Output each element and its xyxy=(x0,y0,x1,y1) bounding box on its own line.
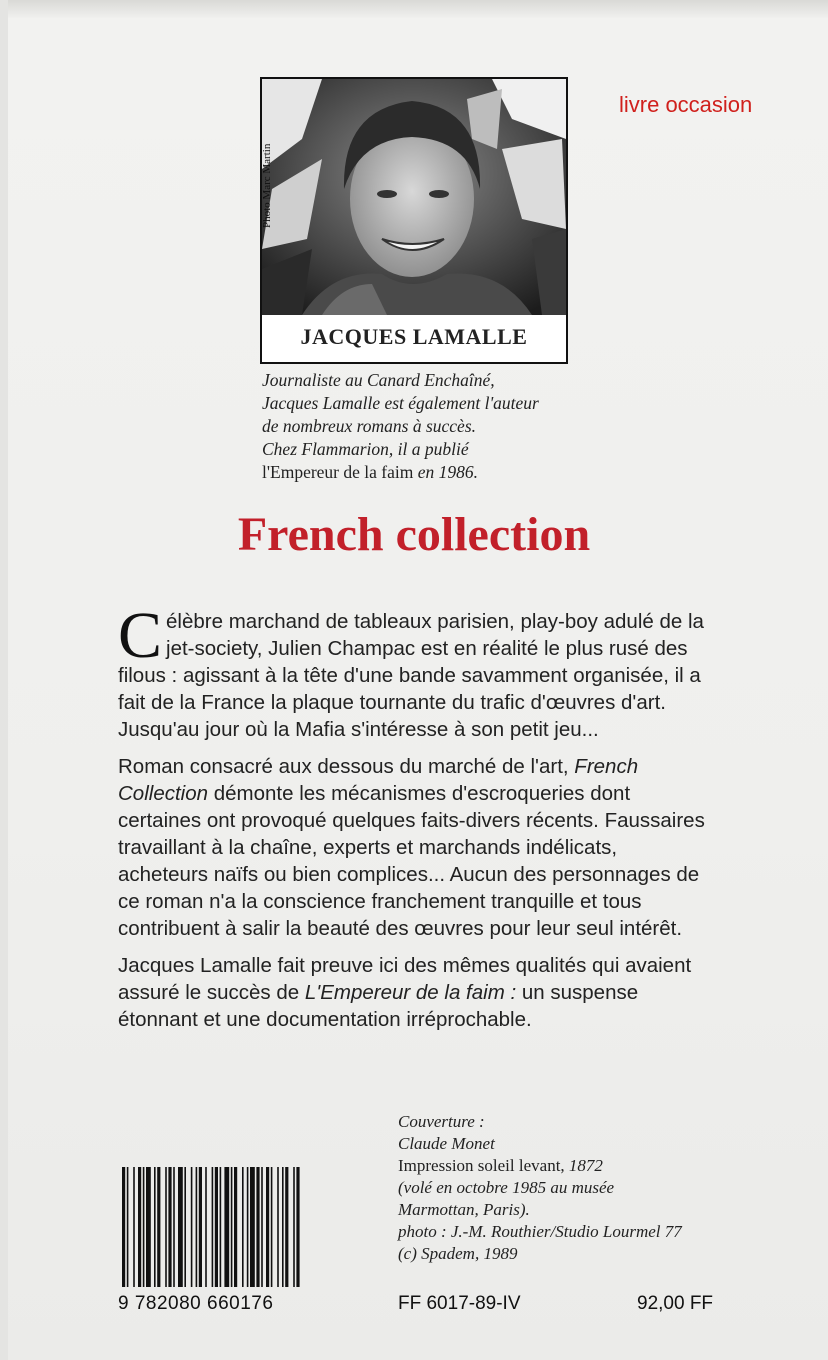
blurb-text: un suspense étonnant et une documentation irréprochable. xyxy=(118,981,639,1031)
isbn-number: 9 782080 660176 xyxy=(118,1293,274,1314)
isbn-barcode xyxy=(118,1163,344,1309)
barcode-bar xyxy=(266,1167,269,1287)
bio-line: Chez Flammarion, il a publié xyxy=(262,439,469,459)
barcode-bar xyxy=(133,1167,135,1287)
barcode-bar xyxy=(247,1167,249,1287)
barcode-bar xyxy=(231,1167,233,1287)
barcode-bar xyxy=(256,1167,259,1287)
blurb-text: élèbre marchand de tableaux parisien, play-boy adulé de la jet-society, Julien Champac est en réalité le plus rusé des filous : agissant à la tête d'une bande savamment organisée, il a fait de la France la plaque tournante du trafic d'œuvres d'art. Jusqu'au jour où la Mafia s'intéresse à son petit jeu... xyxy=(118,610,704,741)
barcode-bar xyxy=(199,1167,202,1287)
barcode-bar xyxy=(191,1167,193,1287)
barcode-bar xyxy=(250,1167,255,1287)
barcode-bar xyxy=(122,1167,125,1287)
barcode-bar xyxy=(184,1167,186,1287)
credits-painter: Claude Monet xyxy=(398,1134,495,1153)
cover-credits xyxy=(398,1111,758,1265)
barcode-bar xyxy=(165,1167,167,1287)
barcode-bar xyxy=(242,1167,244,1287)
blurb-paragraph xyxy=(118,599,708,743)
barcode-bar xyxy=(196,1167,198,1287)
cover-left-edge xyxy=(0,0,8,1360)
barcode-bar xyxy=(215,1167,218,1287)
photo-credit: Photo Marc Martin xyxy=(261,143,273,228)
barcode-bar xyxy=(146,1167,151,1287)
barcode-bar xyxy=(271,1167,273,1287)
author-bio xyxy=(262,369,592,484)
barcode-bar xyxy=(205,1167,207,1287)
barcode-bar xyxy=(138,1167,141,1287)
barcode-bar xyxy=(261,1167,263,1287)
barcode-bar xyxy=(168,1167,171,1287)
barcode-bar xyxy=(285,1167,288,1287)
barcode-bar xyxy=(224,1167,229,1287)
price: 92,00 FF xyxy=(637,1293,714,1314)
credits-stolen: (volé en octobre 1985 au musée xyxy=(398,1178,615,1197)
credits-year: 1872 xyxy=(564,1156,603,1175)
credits-copyright: (c) Spadem, 1989 xyxy=(398,1244,518,1263)
barcode-bar xyxy=(293,1167,295,1287)
bio-line: Journaliste au Canard Enchaîné, xyxy=(262,370,495,390)
barcode-bar xyxy=(127,1167,129,1287)
barcode-bar xyxy=(154,1167,156,1287)
blurb-italic: L'Empereur de la faim : xyxy=(304,981,517,1004)
credits-museum: Marmottan, Paris). xyxy=(398,1200,530,1219)
author-name: JACQUES LAMALLE xyxy=(300,324,528,349)
bio-line: en 1986. xyxy=(413,462,479,482)
barcode-bar xyxy=(220,1167,222,1287)
blurb-italic: French Collection xyxy=(118,755,639,805)
publisher-reference: FF 6017-89-IV xyxy=(398,1293,521,1314)
bio-line: de nombreux romans à succès. xyxy=(262,416,477,436)
author-photo-frame xyxy=(260,77,568,364)
barcode-bar xyxy=(277,1167,279,1287)
bio-book-title: l'Empereur de la faim xyxy=(262,462,414,482)
barcode-bar xyxy=(157,1167,160,1287)
drop-cap: C xyxy=(118,599,163,672)
barcode-bar xyxy=(296,1167,299,1287)
book-title: French collection xyxy=(237,508,591,561)
author-photo xyxy=(262,79,566,315)
blurb-paragraph xyxy=(118,753,708,942)
cover-top-edge xyxy=(0,0,828,18)
book-blurb xyxy=(118,599,708,1043)
barcode-bar xyxy=(234,1167,237,1287)
used-book-sticker: livre occasion xyxy=(619,92,753,117)
blurb-text: Roman consacré aux dessous du marché de l'art, xyxy=(118,755,575,778)
blurb-paragraph xyxy=(118,952,708,1033)
credits-photo: photo : J.-M. Routhier/Studio Lourmel 77 xyxy=(398,1222,682,1241)
blurb-text: Jacques Lamalle fait preuve ici des mêmes qualités qui avaient assuré le succès de xyxy=(118,954,692,1004)
credits-label: Couverture : xyxy=(398,1112,485,1131)
bio-line: Jacques Lamalle est également l'auteur xyxy=(262,393,539,413)
blurb-text: démonte les mécanismes d'escroqueries dont certaines ont provoqué quelques faits-divers récents. Faussaires travaillant à la chaîne, experts et marchands indélicats, acheteurs naïfs ou bien complices... Aucun des personnages de ce roman n'a la conscience franchement tranquille et tous contribuent à salir la beauté des œuvres pour leur seul intérêt. xyxy=(118,782,705,940)
barcode-bar xyxy=(212,1167,214,1287)
barcode-bar xyxy=(143,1167,145,1287)
barcode-bar xyxy=(173,1167,175,1287)
credits-painting: Impression soleil levant, xyxy=(398,1156,565,1175)
barcode-bar xyxy=(178,1167,183,1287)
barcode-bar xyxy=(282,1167,284,1287)
